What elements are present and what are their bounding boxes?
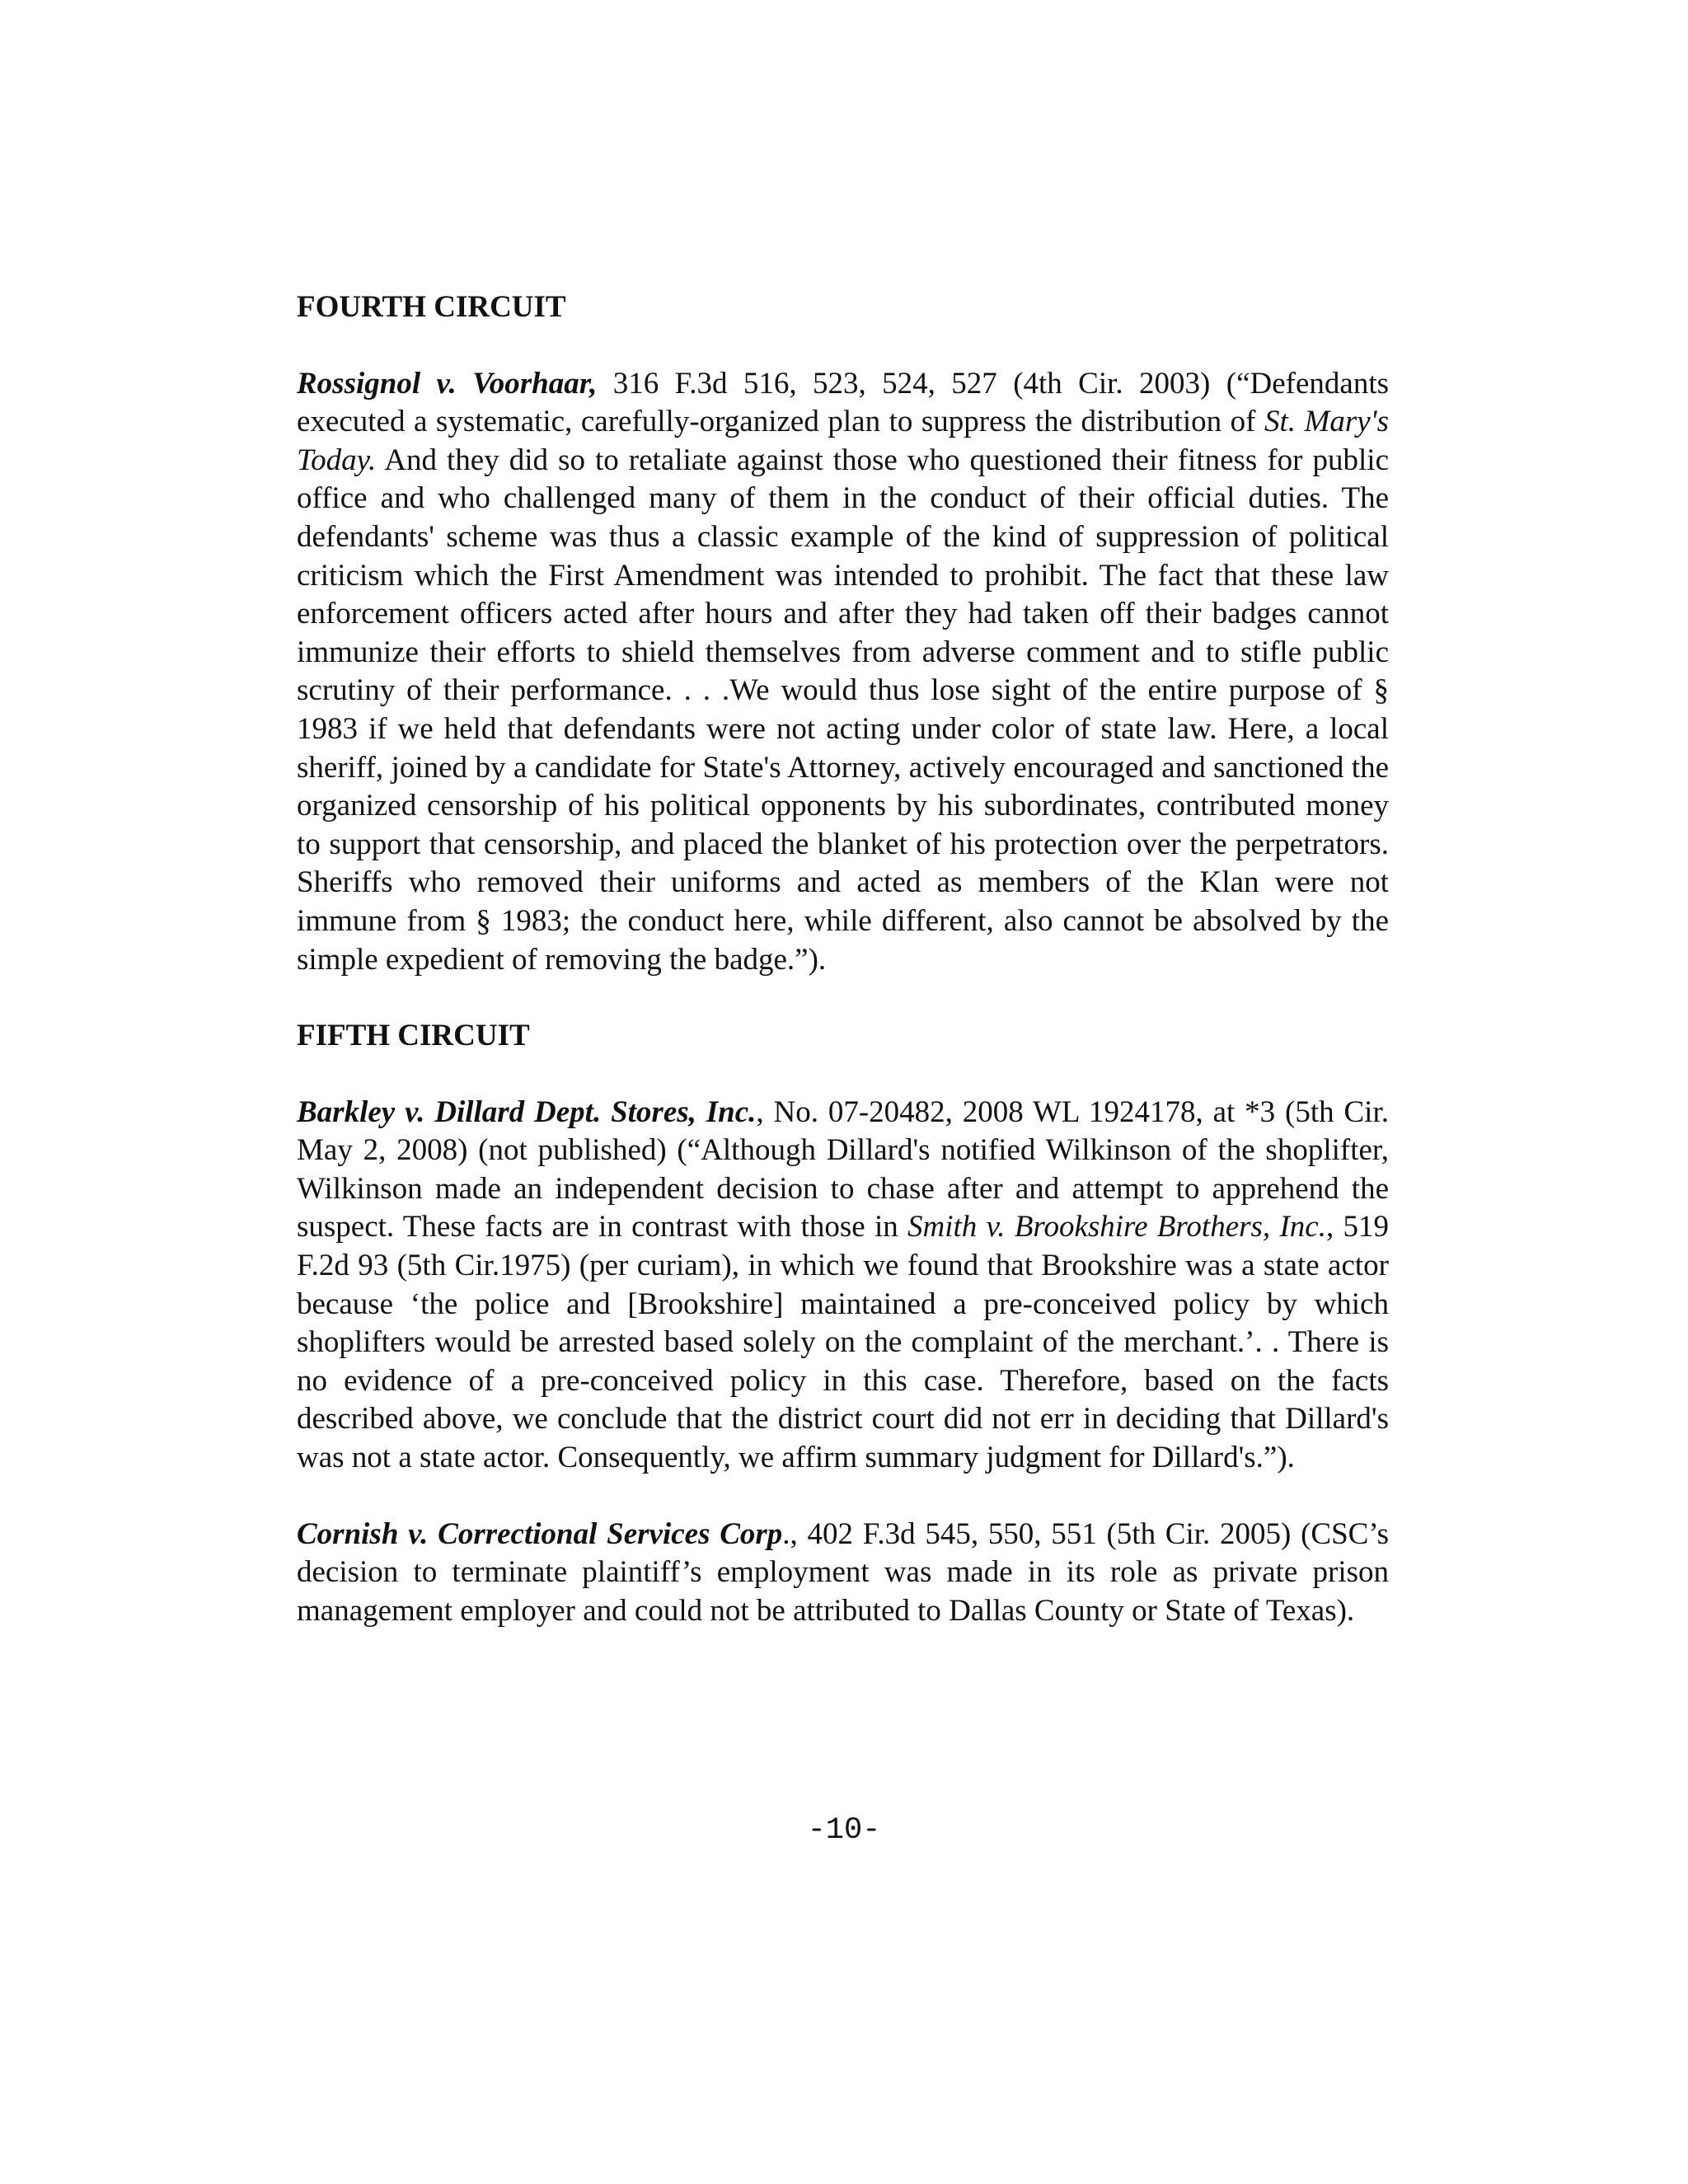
case-name: Barkley v. Dillard Dept. Stores, Inc.	[297, 1094, 757, 1129]
case-quote-text: And they did so to retaliate against those who questioned their fitness for public office and who challenged many of them in the conduct of their official duties. The defendants' scheme was thus a classic example of the kind of suppression of political criticism which the First Amendment was intended to prohibit. The fact that these law enforcement officers acted after hours and after they had taken off their badges cannot immunize their efforts to shield themselves from adverse comment and to stifle public scrutiny of their performance. . . .We would thus lose sight of the entire purpose of § 1983 if we held that defendants were not acting under color of state law. Here, a local sheriff, joined by a candidate for State's Attorney, actively encouraged and sanctioned the organized censorship of his political opponents by his subordinates, contributed money to support that censorship, and placed the blanket of his protection over the perpetrators. Sheriffs who removed their uniforms and acted as members of the Klan were not immune from § 1983; the conduct here, while different, also cannot be absolved by the simple expedient of removing the badge.”).	[297, 443, 1389, 977]
case-name: Cornish v. Correctional Services Corp	[297, 1516, 783, 1551]
page-content	[297, 288, 1389, 1668]
case-citation-text: ., 402 F.3d 545, 550, 551 (5th Cir. 2005) (CSC’s decision to terminate plaintiff’s employment was made in its role as private prison management employer and could not be attributed to Dallas County or State of Texas).	[297, 1516, 1390, 1628]
case-citation-text: 316 F.3d 516, 523, 524, 527 (4th Cir. 2003) (“Defendants executed a systematic, carefully-organized plan to suppress the distribution of	[297, 366, 1389, 439]
section-fourth-circuit	[297, 288, 1389, 979]
case-entry-rossignol	[297, 365, 1389, 980]
case-entry-cornish	[297, 1516, 1389, 1631]
section-fifth-circuit	[297, 1017, 1389, 1630]
italic-case-reference: Smith v. Brookshire Brothers, Inc.	[907, 1210, 1326, 1244]
case-name: Rossignol v. Voorhaar,	[297, 366, 598, 401]
italic-publication: St. Mary's Today.	[297, 405, 1389, 477]
section-heading: FIFTH CIRCUIT	[297, 1019, 530, 1053]
case-citation-text: , No. 07-20482, 2008 WL 1924178, at *3 (5th Cir. May 2, 2008) (not published) (“Although Dillard's notified Wilkinson of the shoplifter, Wilkinson made an independent decision to chase after and attempt to apprehend the suspect. These facts are in contrast with those in	[297, 1094, 1389, 1244]
case-entry-barkley	[297, 1094, 1389, 1478]
case-quote-text: , 519 F.2d 93 (5th Cir.1975) (per curiam), in which we found that Brookshire was a state actor because ‘the police and [Brookshire] maintained a pre-conceived policy by which shoplifters would be arrested based solely on the complaint of the merchant.’. . There is no evidence of a pre-conceived policy in this case. Therefore, based on the facts described above, we conclude that the district court did not err in deciding that Dillard's was not a state actor. Consequently, we affirm summary judgment for Dillard's.”).	[297, 1210, 1389, 1475]
section-heading: FOURTH CIRCUIT	[297, 290, 566, 324]
page-number: -10-	[807, 1813, 881, 1848]
